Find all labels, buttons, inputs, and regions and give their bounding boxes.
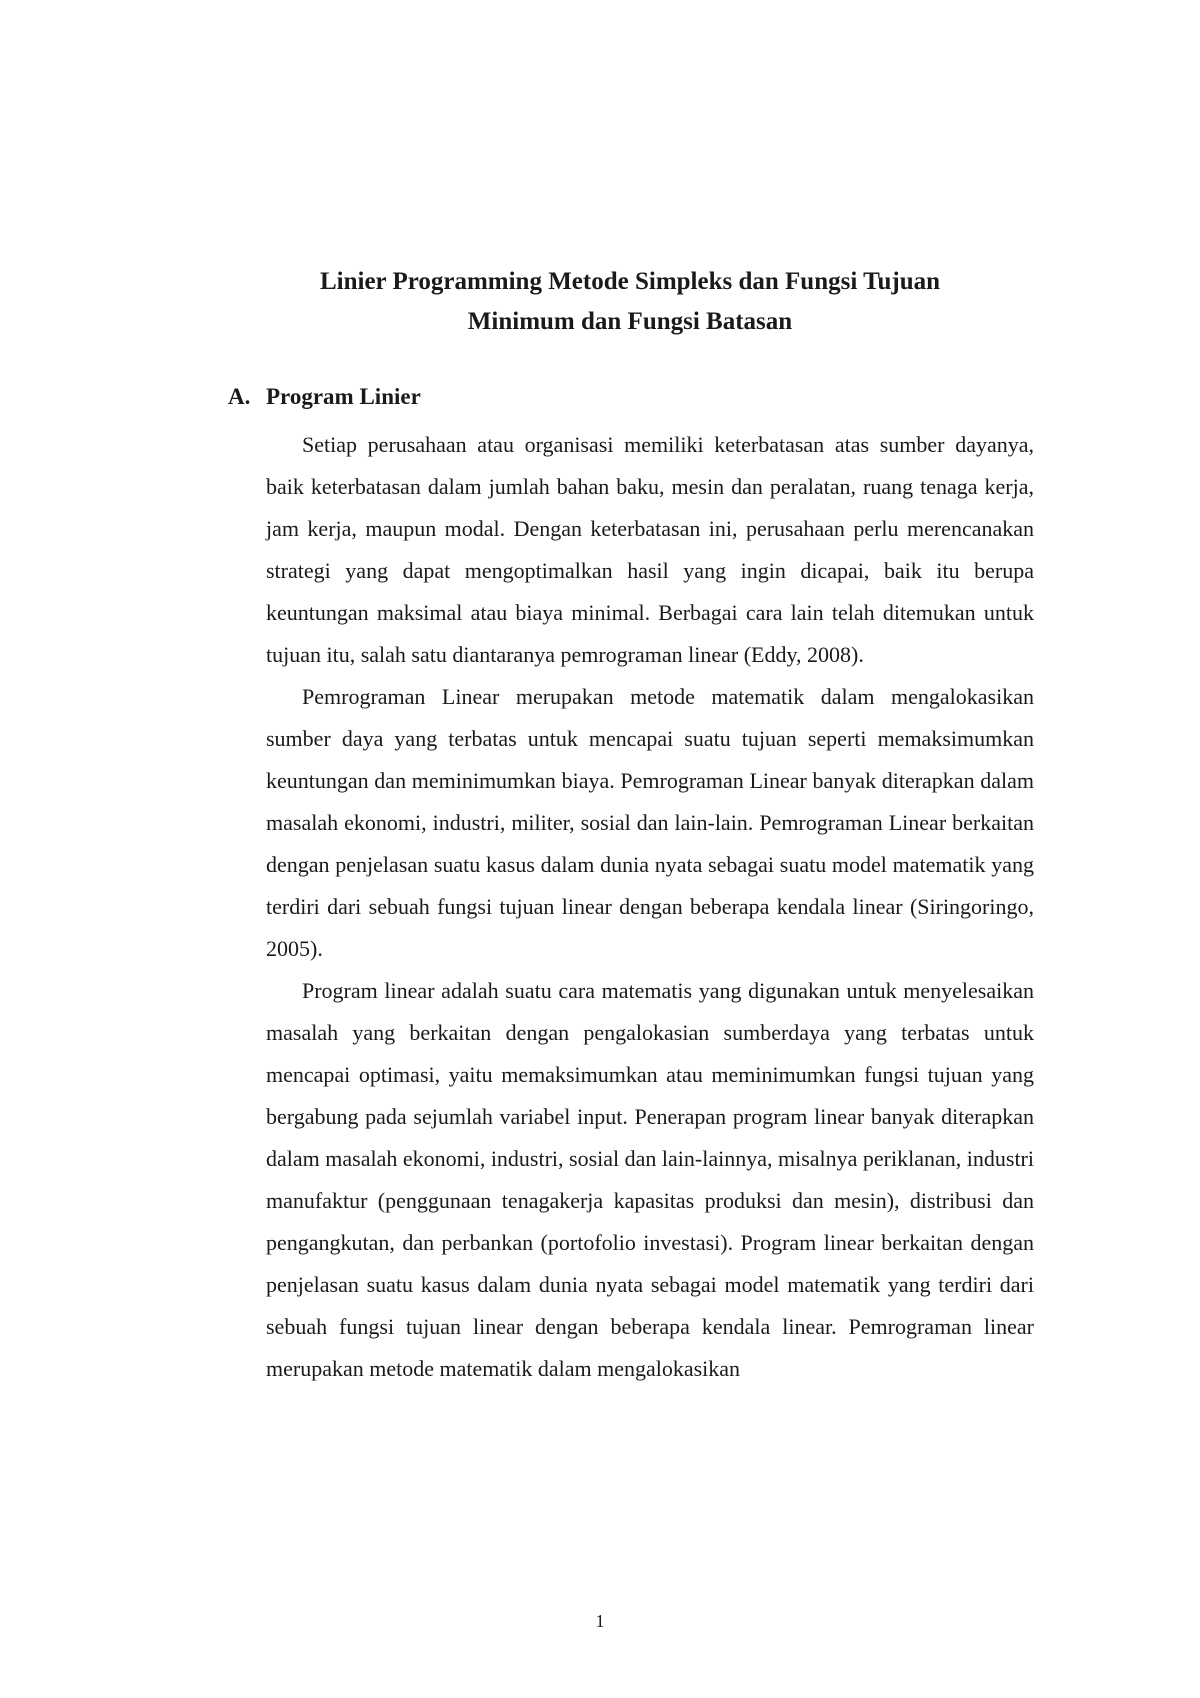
page-number: 1 — [595, 1611, 605, 1631]
title-line-1: Linier Programming Metode Simpleks dan Fungsi Tujuan — [319, 268, 941, 295]
title-line-2: Minimum dan Fungsi Batasan — [467, 308, 793, 335]
section-heading-text: Program Linier — [266, 384, 421, 409]
section-letter: A. — [228, 384, 251, 409]
paragraph-2: Pemrograman Linear merupakan metode matematik dalam mengalokasikan sumber daya yang terbatas untuk mencapai suatu tujuan seperti memaksimumkan keuntungan dan meminimumkan biaya. Pemrograman Linear banyak diterapkan dalam masalah ekonomi, industri, militer, sosial dan lain-lain. Pemrograman Linear berkaitan dengan penjelasan suatu kasus dalam dunia nyata sebagai suatu model matematik yang terdiri dari sebuah fungsi tujuan linear dengan beberapa kendala linear (Siringoringo, 2005). — [266, 684, 1034, 961]
paragraph-1: Setiap perusahaan atau organisasi memiliki keterbatasan atas sumber dayanya, baik keterbatasan dalam jumlah bahan baku, mesin dan peralatan, ruang tenaga kerja, jam kerja, maupun modal. Dengan keterbatasan ini, perusahaan perlu merencanakan strategi yang dapat mengoptimalkan hasil yang ingin dicapai, baik itu berupa keuntungan maksimal atau biaya minimal. Berbagai cara lain telah ditemukan untuk tujuan itu, salah satu diantaranya pemrograman linear (Eddy, 2008). — [266, 432, 1034, 667]
body-text — [266, 424, 1034, 1390]
section-heading — [228, 382, 421, 412]
document-title — [260, 262, 1000, 342]
paragraph-3: Program linear adalah suatu cara matematis yang digunakan untuk menyelesaikan masalah yang berkaitan dengan pengalokasian sumberdaya yang terbatas untuk mencapai optimasi, yaitu memaksimumkan atau meminimumkan fungsi tujuan yang bergabung pada sejumlah variabel input. Penerapan program linear banyak diterapkan dalam masalah ekonomi, industri, sosial dan lain-lainnya, misalnya periklanan, industri manufaktur (penggunaan tenagakerja kapasitas produksi dan mesin), distribusi dan pengangkutan, dan perbankan (portofolio investasi). Program linear berkaitan dengan penjelasan suatu kasus dalam dunia nyata sebagai model matematik yang terdiri dari sebuah fungsi tujuan linear dengan beberapa kendala linear. Pemrograman linear merupakan metode matematik dalam mengalokasikan — [266, 978, 1034, 1381]
